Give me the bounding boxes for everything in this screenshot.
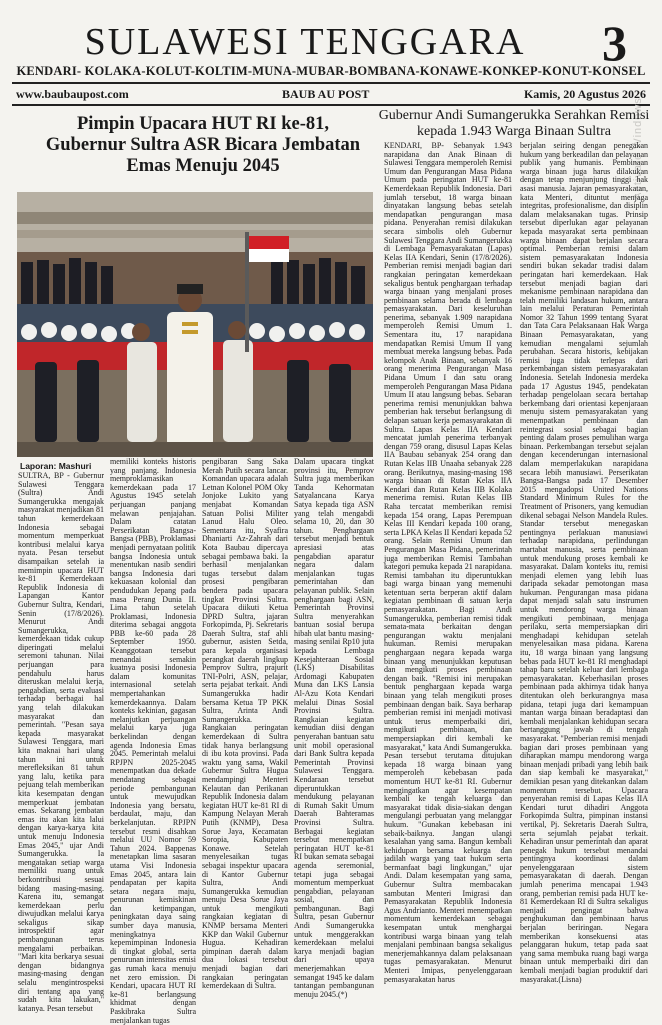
info-bar xyxy=(12,84,650,104)
article-right-col-1 xyxy=(384,142,512,1020)
masthead-title: SULAWESI TENGGARA xyxy=(84,21,526,63)
website-link[interactable]: www.baubaupost.com xyxy=(16,87,129,101)
headline-right: Gubernur Andi Sumangerukka Serahkan Remisi kepada 1.943 Warga Binaan Sultra xyxy=(378,108,650,139)
article-right-col-2 xyxy=(520,142,648,1020)
masthead-regions: KENDARI- KOLAKA-KOLUT-KOLTIM-MUNA-MUBAR-BOMBANA-KONAWE-KONKEP-KONUT-KONSEL xyxy=(16,64,646,78)
article-right-text-1: KENDARI, BP- Sebanyak 1.943 narapidana dan Anak Binaan di Sulawesi Tenggara memperoleh Remisi Umum dan Pengurangan Masa Pidana Umum pada peringatan HUT ke-81 Kemerdekaan Republik Indonesia. Dari jumlah tersebut, 18 warga binaan dinyatakan langsung bebas setelah mendapatkan pengurangan masa pidana. Penyerahan remisi dilakukan secara simbolis oleh Gubernur Sulawesi Tenggara Andi Sumangerukka di Lembaga Pemasyarakatan (Lapas) Kelas IIA Kendari, Senin (17/8/2026). Pemberian remisi menjadi bagian dari rangkaian peringatan kemerdekaan sekaligus bentuk penghargaan terhadap warga binaan yang menjalani proses pembinaan selama berada di lembaga pemasyarakatan. Dari keseluruhan penerima, sebanyak 1.909 narapidana memperoleh Remisi Umum 1. Sementara itu, 17 narapidana mendapatkan Remisi Umum II yang membuat mereka langsung bebas. Pada kelompok Anak Binaan, sebanyak 16 orang menerima Pengurangan Masa Pidana Umum I dan satu orang memperoleh Pengurangan Masa Pidana Umum II atau langsung bebas. Sebaran penerima remisi menunjukkan bahwa pemberian hak tersebut berlangsung di delapan satuan kerja pemasyarakatan di Sultra. Lapas Kelas IIA Kendari mencatat jumlah penerima terbanyak dengan 759 orang, disusul Lapas Kelas IIA Baubau sebanyak 254 orang dan Rutan Kelas IIB Unaaha sebanyak 228 orang. Berikutnya, masing-masing 198 warga binaan di Rutan Kelas IIA Kendari dan Rutan Kelas IIB Kolaka menerima remisi. Rutan Kelas IIB Raha tercatat memberikan remisi kepada 154 orang, Lapas Perempuan Kelas III Kendari kepada 100 orang, serta LPKA Kelas II Kendari kepada 52 orang. Selain Remisi Umum dan Pengurangan Masa Pidana, pemerintah juga memberikan Remisi Tambahan kategori pemuka kepada 21 narapidana. Remisi tambahan itu diperuntukkan bagi warga binaan yang memenuhi ketentuan serta berperan aktif dalam kegiatan pembinaan di satuan kerja pemasyarakatan. Bagi Andi Sumangerukka, pemberian remisi tidak semata-mata berkaitan dengan pengurangan waktu menjalani hukuman. Remisi merupakan penghargaan negara kepada warga binaan yang menunjukkan keputusan dan mengikuti proses pembinaan dengan baik. "Remisi ini merupakan bentuk penghargaan kepada warga binaan yang telah mengikuti proses pembinaan dengan baik. Saya berharap pemberian remisi ini menjadi motivasi untuk terus memperbaiki diri, mengikuti pembinaan, dan mempersiapkan diri kembali ke masyarakat," kata Andi Sumangerukka. Pesan tersebut terutama ditujukan kepada 18 warga binaan yang memperoleh kebebasan pada momentum HUT ke-81 RI. Gubernur mengingatkan agar kesempatan kembali ke tengah keluarga dan masyarakat tidak disia-siakan dengan mengulangi perbuatan yang melanggar hukum. "Gunakan kebebasan ini sebaik-baiknya. Jangan ulangi kesalahan yang sama. Bangun kembali kehidupan bersama keluarga dan jadilah warga yang taat hukum serta bermanfaat bagi lingkungan," ujar Andi. Dalam kesempatan yang sama, Gubernur Sultra membacakan sambutan Menteri Imigrasi dan Pemasyarakatan Republik Indonesia Agus Andrianto. Menteri menempatkan momentum kemerdekaan sebagai kesempatan untuk menghargai kontribusi warga binaan yang telah menjalani pembinaan bangsa sekaligus menerjemahkannya dalam pelaksanaan tugas pemasyarakatan. Menurut Menteri Imipas, penyelenggaraan pemasyarakatan harus xyxy=(384,141,512,984)
page-number: 3 xyxy=(602,15,627,71)
issue-date: Kamis, 20 Agustus 2026 xyxy=(523,87,646,101)
ceremony-photo xyxy=(17,192,373,457)
article-left-text-4: Dalam upacara tingkat provinsi itu, Pemprov Sultra juga memberikan Tanda Kehormatan Satyalancana Karya Satya kepada tiga ASN yang telah mengabdi selama 10, 20, dan 30 tahun. Penghargaan tersebut menjadi bentuk apresiasi atas pengabdian aparatur negara dalam menjalankan tugas pemerintahan dan pelayanan publik. Selain penghargaan bagi ASN, Pemerintah Provinsi Sultra menyerahkan bantuan sosial berupa hibah ulat bantu masing-masing senilai Rp10 juta kepada Lembaga Kesejahteraan Sosial (LKS) Disabilitas Ardomagi Kabupaten Muna dan LKS Lansia Al-Azu Kota Kendari melalui Dinas Sosial Provinsi Sultra. Rangkaian kegiatan kemudian diisi dengan penyerahan bantuan satu unit mobil operasional dari Bank Sultra kepada Pemerintah Provinsi Sulawesi Tenggara. Kendaraan tersebut diperuntukkan mendukung pelayanan di Rumah Sakit Umum Daerah Bahteramas Provinsi Sultra. Berbagai kegiatan tersebut menempatkan peringatan HUT ke-81 RI bukan semata sebagai agenda seremonial, tetapi juga sebagai momentum memperkuat pengabdian, pelayanan sosial, dan pembangunan. Bagi Sultra, pesan Gubernur Andi Sumangerukka untuk menggerakkan kemerdekaan melalui karya menjadi bagian dari upaya menerjemahkan semangat 1945 ke dalam tantangan pembangunan menuju 2045.(*) xyxy=(294,457,374,999)
paper-name: BAUB AU POST xyxy=(282,87,370,101)
article-left-text-1: SULTRA, BP - Gubernur Sulawesi Tenggara (Sultra) Andi Sumangerukka mengajak masyarakat menjadikan 81 tahun kemerdekaan Indonesia sebagai momentum memperkuat kontribusi melalui karya nyata. Pesan tersebut disampaikan setelah ia memimpin upacara HUT ke-81 Kemerdekaan Republik Indonesia di Lapangan Kantor Gubernur Sultra, Kendari, Senin (17/8/2026). Menurut Andi Sumangerukka, kemerdekaan tidak cukup diperingati melalui seremoni tahunan. Nilai perjuangan para pendahulu harus diteruskan melalui kerja, pengabdian, serta evaluasi terhadap berbagai hal yang telah dilakukan masyarakat dan pemerintah. "Pesan saya kepada masyarakat Sulawesi Tenggara, mari kita maknai hari ulang tahun ini untuk merefleksikan 81 tahun yang lalu, ketika para pejuang telah memberikan kita kesempatan dengan memperkuat jembatan emas. Sekarang jembatan emas itu akan kita lalui dengan karya-karya kita untuk menuju Indonesia Emas 2045," ujar Andi Sumangerukka. Ia mengatakan setiap warga memiliki ruang untuk berkontribusi sesuai bidang masing-masing. Karena itu, semangat kemerdekaan perlu diwujudkan melalui karya sekaligus sikap introspektif agar pembangunan terus mengalami perbaikan. "Mari kita berkarya sesuai dengan bidangnya masing-masing dengan selalu mengintrospeksi diri tentang apa yang sudah kita lakukan," katanya. Pesan tersebut xyxy=(18,471,104,1013)
article-right-text-2: berjalan seiring dengan penegakan hukum yang berkeadilan dan pelayanan publik yang humanis. Pembinaan warga binaan juga harus dilakukan dengan tetap menjunjung tinggi hak asasi manusia. Jajaran pemasyarakatan, kata Menteri, dituntut menjaga integritas, profesionalisme, dan disiplin dalam melaksanakan tugas. Prinsip tersebut diperlukan agar pelayanan kepada masyarakat serta pembinaan warga binaan dapat berjalan secara optimal. Pemberian remisi dalam sistem pemasyarakatan Indonesia sendiri bukan sekadar tradisi dalam peringatan hari kemerdekaan. Hak tersebut menjadi bagian dari mekanisme pembinaan narapidana dan telah memiliki landasan hukum, antara lain melalui Peraturan Pemerintah Nomor 32 Tahun 1999 tentang Syarat dan Tata Cara Pelaksanaan Hak Warga Binaan Pemasyarakatan, yang kemudian mengalami sejumlah perubahan. Secara historis, kebijakan remisi juga tidak terlepas dari perkembangan sistem pemasyarakatan Indonesia. Setelah Indonesia merdeka pada 17 Agustus 1945, pendekatan terhadap pengelolaan secara bertahap berkembang dari orientasi kepenjaraan menuju sistem pemasyarakatan yang menempatkan pembinaan dan reintegrasi sosial sebagai bagian penting dalam proses pemulihan warga binaan. Perkembangan tersebut sejalan dengan kecenderungan internasional dalam memperlakukan narapidana secara lebih manusiawi. Perserikatan Bangsa-Bangsa pada 17 Desember 2015 mengadopsi United Nations Standard Minimum Rules for the Treatment of Prisoners, yang kemudian dikenal sebagai Nelson Mandela Rules. Standar tersebut menegaskan pentingnya perlakuan manusiawi terhadap narapidana, perlindungan martabat manusia, serta pembinaan untuk mendukung proses kembali ke masyarakat. Dalam konteks itu, remisi menjadi elemen yang lebih luas daripada sekadar pemotongan masa hukuman. Pengurangan masa pidana dapat menjadi salah satu instrumen untuk mendorong warga binaan mengikuti pembinaan, menjaga perilaku, serta mempersiapkan diri menghadapi kehidupan setelah menyelesaikan masa pidana. Karena itu, 18 warga binaan yang langsung bebas pada HUT ke-81 RI menghadapi tahap baru setelah keluar dari lembaga pemasyarakatan. Keberhasilan proses pembinaan pada akhirnya tidak hanya ditentukan oleh berkurangnya masa pidana, tetapi juga dari kemampuan mantan warga binaan beradaptasi dan kembali menjalankan kehidupan secara bertanggung jawab di tengah masyarakat. "Pemberian remisi menjadi bagian dari proses pembinaan yang diharapkan mampu mendorong warga binaan menjadi pribadi yang lebih baik dan siap kembali ke masyarakat," demikian pesan yang ditekankan dalam momentum tersebut. Upacara penyerahan remisi di Lapas Kelas IIA Kendari turut dihadiri Anggota Forkopimda Sultra, pimpinan instansi vertikal, Pj. Sekretaris Daerah Sultra, serta sejumlah pejabat terkait. Kehadiran unsur pemerintah dan aparat penegak hukum tersebut menandai pentingnya koordinasi dalam penyelenggaraan sistem pemasyarakatan di daerah. Dengan jumlah penerima mencapai 1.943 orang, pemberian remisi pada HUT ke-81 Kemerdekaan RI di Sultra sekaligus menjadi pengingat bahwa penghukuman dan pembinaan harus berjalan beriringan. Negara memberikan konsekuensi atas pelanggaran hukum, tetap pada saat yang sama membuka ruang bagi warga binaan untuk memperbaiki diri dan kembali menjadi bagian produktif dari masyarakat.(Lisna) xyxy=(520,141,648,984)
watermark-text: Activate Windows xyxy=(632,97,644,200)
article-left-col-3 xyxy=(202,458,288,1020)
article-left-col-2 xyxy=(110,457,196,1025)
article-left-text-2: memiliki konteks historis yang panjang. Indonesia memproklamasikan kemerdekaan pada 17 Agustus 1945 setelah perjuangan panjang melawan penjajahan. Dalam catatan Perserikatan Bangsa-Bangsa (PBB), Proklamasi menjadi pernyataan politik bangsa Indonesia untuk menentukan nasib sendiri bangsa Indonesia dari kekuasaan kolonial dan pendudukan Jepang pada masa Perang Dunia II. Lima tahun setelah Proklamasi, Indonesia diterima sebagai anggota PBB ke-60 pada 28 September 1950. Keanggotaan tersebut menandai semakin kuatnya posisi Indonesia dalam komunitas internasional setelah mempertahankan kemerdekaannya. Dalam konteks kekinian, gagasan melanjutkan perjuangan melalui karya juga berkelindan dengan agenda Indonesia Emas 2045. Pemerintah melalui RPJPN 2025-2045 menempatkan dua dekade mendatang sebagai periode pembangunan untuk mewujudkan Indonesia yang bersatu, berdaulat, maju, dan berkelanjutan. RPJPN tersebut resmi disahkan melalui UU Nomor 59 Tahun 2024. Bappenas menetapkan lima sasaran utama Visi Indonesia Emas 2045, antara lain pendapatan per kapita setara negara maju, penurunan kemiskinan dan ketimpangan, peningkatan daya saing sumber daya manusia, meningkatnya kepemimpinan Indonesia di tingkat global, serta penurunan intensitas emisi gas rumah kaca menuju net zero emission. Di Kendari, upacara HUT RI ke-81 berlangsung khidmat dengan Paskibraka Sultra menjalankan tugas xyxy=(110,457,196,1025)
headline-left: Pimpin Upacara HUT RI ke-81, Gubernur Sultra ASR Bicara Jembatan Emas Menuju 2045 xyxy=(45,114,361,176)
rule-bottom xyxy=(12,104,650,106)
article-left-col-1 xyxy=(18,472,104,1020)
article-left-col-4 xyxy=(294,458,374,1020)
reporter-byline: Laporan: Mashuri xyxy=(20,461,92,471)
article-left-text-3: pengibaran Sang Saka Merah Putih secara lancar. Komandan upacara adalah Letnan Kolonel POM Oky Jonjoke Lukito yang menjabat Komandan Satuan Polisi Militer Lanud Halu Oleo. Sementara itu, Syafira Dhaniarti Az-Zahrah dari Kota Baubau dipercaya sebagai pembawa baki. Ia berhasil menjalankan tugas tersebut dalam prosesi pengibaran bendera pada upacara tingkat Provinsi Sultra. Upacara diikuti Ketua DPRD Sultra, jajaran Forkopimda, Pj. Sekretaris Daerah Sultra, staf ahli gubernur, asisten Setda, para kepala organisasi perangkat daerah lingkup Pemprov Sultra, prajurit TNI-Polri, ASN, pelajar, serta pejabat terkait. Andi Sumangerukka hadir bersama Ketua TP PKK Sultra, Arinta Andi Sumangerukka. Rangkaian peringatan kemerdekaan di Sultra tidak hanya berlangsung di ibu kota provinsi. Pada waktu yang sama, Wakil Gubernur Sultra Hugua mendampingi Menteri Kelautan dan Perikanan Republik Indonesia dalam kegiatan HUT ke-81 RI di Kampung Nelayan Merah Putih (KNMP), Desa Sorue Jaya, Kecamatan Soropia, Kabupaten Konawe. Setelah menyelesaikan tugas sebagai inspektur upacara di Kantor Gubernur Sultra, Andi Sumangerukka kemudian menuju Desa Sorue Jaya untuk mengikuti rangkaian kegiatan di KNMP bersama Menteri KKP dan Wakil Gubernur Hugua. Kehadiran pimpinan daerah dalam dua lokasi tersebut menjadi bagian dari rangkaian peringatan kemerdekaan di Sultra. xyxy=(202,457,288,991)
